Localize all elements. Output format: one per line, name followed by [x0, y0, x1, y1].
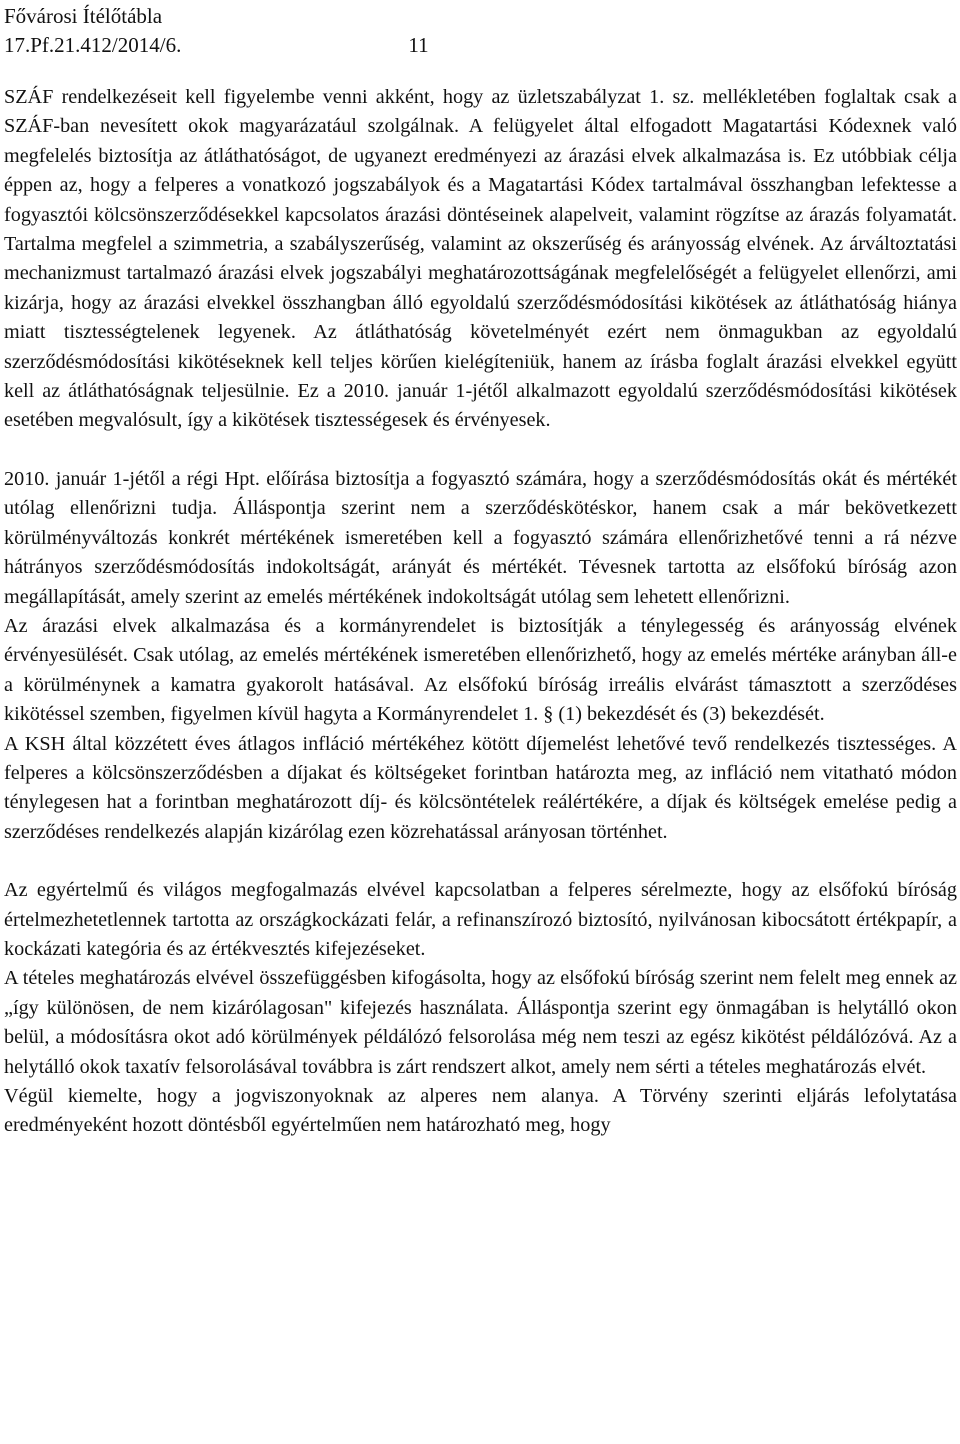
page-number: 11 — [408, 33, 429, 57]
header-line — [4, 31, 957, 60]
document-body — [4, 83, 957, 1141]
paragraph: Az egyértelmű és világos megfogalmazás elvével kapcsolatban a felperes sérelmezte, hogy az elsőfokú bíróság értelmezhetetlennek tartotta az országkockázati felár, a refinanszírozó biztosító, nyilvánosan kibocsátott értékpapír, a kockázati kategória és az értékvesztés kifejezéseket. — [4, 879, 957, 960]
paragraph-spacer — [4, 436, 957, 465]
page-header — [4, 2, 957, 60]
court-name: Fővárosi Ítélőtábla — [4, 4, 163, 28]
document-page — [4, 2, 957, 1141]
paragraph-spacer — [4, 847, 957, 876]
paragraph: Végül kiemelte, hogy a jogviszonyoknak az alperes nem alanya. A Törvény szerinti eljárás lefolytatása eredményeként hozott döntésből egyértelműen nem határozható meg, hogy — [4, 1085, 957, 1137]
case-number: 17.Pf.21.412/2014/6. — [4, 33, 182, 57]
paragraph: A KSH által közzétett éves átlagos infláció mértékéhez kötött díjemelést lehetővé tevő rendelkezés tisztességes. A felperes a kölcsönszerződésben a díjakat és költségeket forintban határozta meg, az infláció nem vitatható módon ténylegesen hat a forintban meghatározott díj- és kölcsöntételek reálértékére, a díjak és költségek emelése pedig a szerződéses rendelkezés alapján kizárólag ezen közrehatással arányosan történhet. — [4, 732, 957, 843]
paragraph: Az árazási elvek alkalmazása és a kormányrendelet is biztosítják a ténylegesség és arányosság elvének érvényesülését. Csak utólag, az emelés mértékének ismeretében ellenőrizhető, hogy az emelés mértéke arányban áll-e a körülménynek a kamatra gyakorolt hatásával. Az elsőfokú bíróság irreális elvárást támasztott a szerződéses kikötéssel szemben, figyelmen kívül hagyta a Kormányrendelet 1. § (1) bekezdését és (3) bekezdését. — [4, 614, 957, 726]
paragraph: A tételes meghatározás elvével összefüggésben kifogásolta, hogy az elsőfokú bíróság szerint nem felelt meg ennek az „így különösen, de nem kizárólagosan" kifejezés használata. Álláspontja szerint egy önmagában is helytálló okon belül, a módosításra okot adó körülmények példálózó felsorolása még nem teszi az egész kikötést példálózóvá. Az a helytálló okok taxatív felsorolásával továbbra is zárt rendszert alkot, amely nem sérti a tételes meghatározás elvét. — [4, 967, 957, 1078]
paragraph: SZÁF rendelkezéseit kell figyelembe venni akként, hogy az üzletszabályzat 1. sz. mellékletében foglaltak csak a SZÁF-ban nevesített okok magyarázatául szolgálnak. A felügyelet által elfogadott Magatartási Kódexnek való megfelelés biztosítja az átláthatóságot, de ugyanezt eredményezi az árazási elvek alkalmazása is. Ez utóbbiak célja éppen az, hogy a felperes a vonatkozó jogszabályok és a Magatartási Kódex tartalmával összhangban lefektesse a fogyasztói kölcsönszerződésekkel kapcsolatos árazási döntéseinek alapelveit, valamint rögzítse az árazás folyamatát. Tartalma megfelel a szimmetria, a szabályszerűség, valamint az okszerűség és arányosság elvének. Az árváltoztatási mechanizmust tartalmazó árazási elvek jogszabályi meghatározottságának megfelelőségét a felügyelet ellenőrzi, ami kizárja, hogy az árazási elvekkel összhangban álló egyoldalú szerződésmódosítási kikötések az átláthatóság hiánya miatt tisztességtelenek legyenek. Az átláthatóság követelményét ezért nem önmagukban az egyoldalú szerződésmódosítási kikötéseknek kell teljes körűen kielégíteniük, hanem az írásba foglalt árazási elvekkel együtt kell az átláthatóságnak teljesülnie. Ez a 2010. január 1-jétől alkalmazott egyoldalú szerződésmódosítási kikötések esetében megvalósult, így a kikötések tisztességesek és érvényesek. — [4, 86, 957, 432]
paragraph: 2010. január 1-jétől a régi Hpt. előírása biztosítja a fogyasztó számára, hogy a szerződésmódosítás okát és mértékét utólag ellenőrizni tudja. Álláspontja szerint nem a szerződéskötéskor, hanem csak a már bekövetkezett körülményváltozás konkrét mértékének ismeretében kell a fogyasztó számára ellenőrizhetővé tenni a rá nézve hátrányos szerződésmódosítás indokoltságát, arányát és mértékét. Tévesnek tartotta az elsőfokú bíróság azon megállapítását, amely szerint az emelés mértékének indokoltságát utólag sem lehetett ellenőrizni. — [4, 467, 957, 608]
